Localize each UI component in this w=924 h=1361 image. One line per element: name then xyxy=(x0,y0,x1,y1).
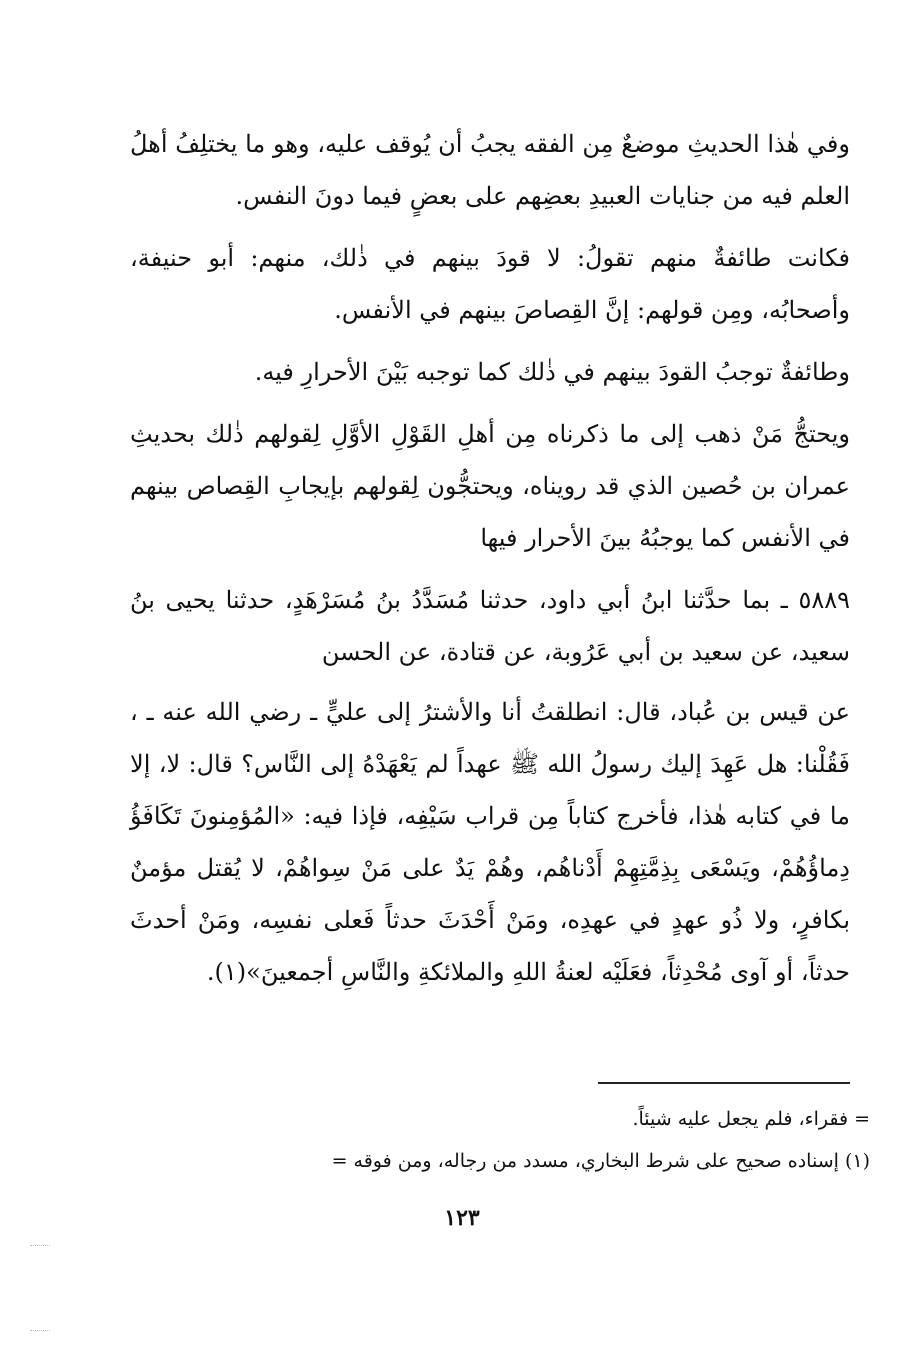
paragraph-text: ٥٨٨٩ ـ بما حدَّثنا ابنُ أبي داود، حدثنا مُسَدَّدُ بنُ مُسَرْهَدٍ، حدثنا يحيى بنُ سعيد، عن سعيد بن أبي عَرُوبة، عن قتادة، عن الحسن xyxy=(130,586,850,666)
paragraph-3 xyxy=(130,346,850,398)
footnote-continuation: = فقراء، فلم يجعل عليه شيئاً. xyxy=(632,1108,870,1130)
footnote-1: (١) إسناده صحيح على شرط البخاري، مسدد من رجاله، ومن فوقه = xyxy=(331,1150,870,1172)
paragraph-1 xyxy=(130,118,850,222)
paragraph-text: وطائفةٌ توجبُ القودَ بينهم في ذٰلك كما توجبه بَيْنَ الأحرارِ فيه. xyxy=(254,358,850,386)
hadith-matn xyxy=(130,686,850,998)
paragraph-2 xyxy=(130,232,850,336)
main-text xyxy=(130,118,850,1008)
paragraph-text: عن قيس بن عُباد، قال: انطلقتُ أنا والأشترُ إلى عليٍّ ـ رضي الله عنه ـ ، فَقُلْنا: هل عَهِدَ إليك رسولُ الله ﷺ عهداً لم يَعْهَدْهُ إلى النَّاس؟ قال: لا، إلا ما في كتابه هٰذا، فأخرج كتاباً مِن قراب سَيْفِه، فإذا فيه: «المُؤمِنونَ تَكَافَؤُ دِماؤُهُمْ، ويَسْعَى بِذِمَّتِهِمْ أَدْناهُم، وهُمْ يَدٌ على مَنْ سِواهُمْ، لا يُقتل مؤمنٌ بكافرٍ، ولا ذُو عهدٍ في عهدِه، ومَنْ أَحْدَثَ حدثاً فَعلى نفسِه، ومَنْ أحدثَ حدثاً، أو آوى مُحْدِثاً، فعَلَيْه لعنةُ اللهِ والملائكةِ والنَّاسِ أجمعينَ»(١). xyxy=(130,698,851,986)
page-number: ١٢٣ xyxy=(444,1205,480,1231)
paragraph-4 xyxy=(130,408,850,564)
hadith-isnad xyxy=(130,574,850,678)
footnote-divider xyxy=(598,1082,850,1084)
margin-speck xyxy=(30,1245,50,1258)
paragraph-text: وفي هٰذا الحديثِ موضعٌ مِن الفقه يجبُ أن يُوقف عليه، وهو ما يختلِفُ أهلُ العلم فيه من جنايات العبيدِ بعضِهم على بعضٍ فيما دونَ النفس. xyxy=(130,130,850,210)
paragraph-text: ويحتجُّ مَنْ ذهب إلى ما ذكرناه مِن أهلِ القَوْلِ الأوَّلِ لِقولهم ذٰلك بحديثِ عمران بن حُصين الذي قد رويناه، ويحتجُّون لِقولهم بإيجابِ القِصاص بينهم في الأنفس كما يوجبُهُ بينَ الأحرار فيها xyxy=(130,420,850,552)
margin-speck xyxy=(30,1330,50,1343)
footnotes xyxy=(130,1098,870,1182)
paragraph-text: فكانت طائفةٌ منهم تقولُ: لا قودَ بينهم في ذٰلك، منهم: أبو حنيفة، وأصحابُه، ومِن قولهم: إنَّ القِصاصَ بينهم في الأنفس. xyxy=(130,244,850,324)
